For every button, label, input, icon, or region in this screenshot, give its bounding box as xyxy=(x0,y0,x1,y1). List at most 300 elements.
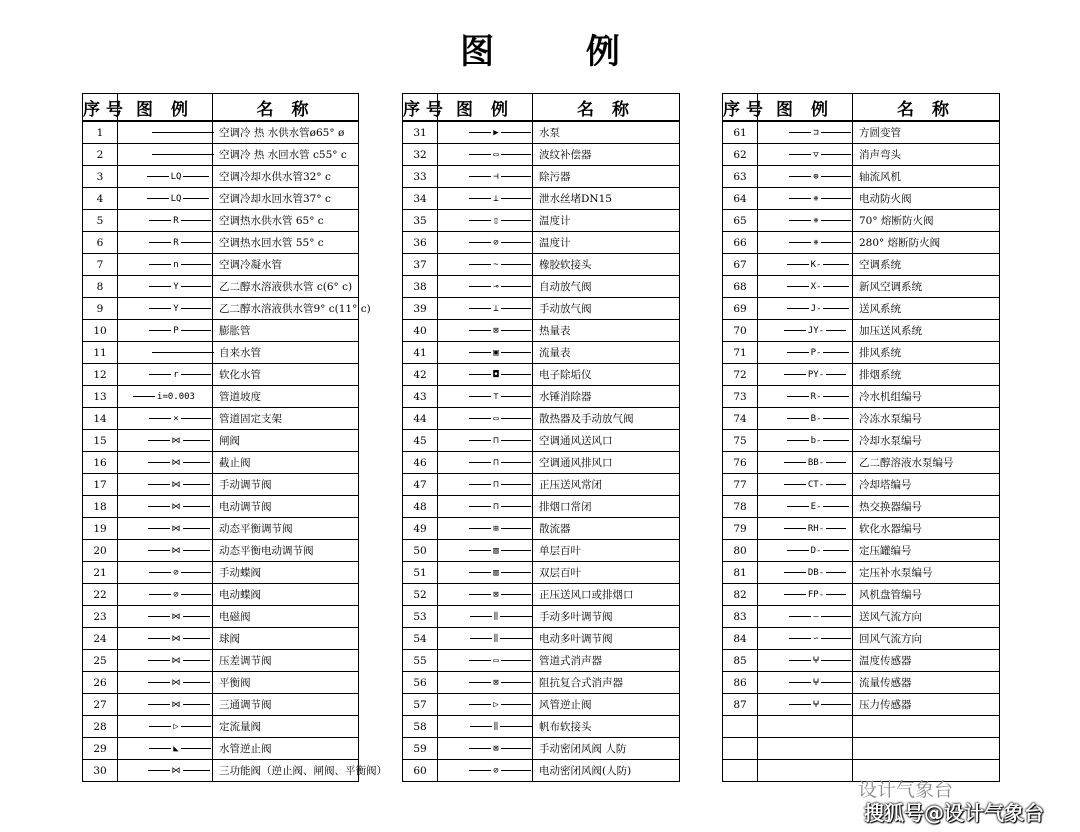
symbol-mark: ∽ xyxy=(813,633,819,644)
legend-table-3 xyxy=(722,93,1000,782)
row-symbol xyxy=(758,298,853,320)
row-name: 手动多叶调节阀 xyxy=(533,606,680,628)
row-name: 空调热水回水管 55° c xyxy=(213,232,359,254)
row-number: 41 xyxy=(403,342,438,364)
legend-row xyxy=(403,584,680,606)
legend-row xyxy=(83,342,359,364)
row-name: 电动蝶阀 xyxy=(213,584,359,606)
symbol-mark: LQ xyxy=(170,193,182,204)
symbol-mark: ▷ xyxy=(493,699,499,710)
row-symbol xyxy=(438,254,533,276)
row-name: 电动密闭风阀(人防) xyxy=(533,760,680,782)
row-name: 热量表 xyxy=(533,320,680,342)
legend-row xyxy=(403,364,680,386)
row-name: 定压罐编号 xyxy=(853,540,1000,562)
legend-row xyxy=(83,166,359,188)
pipe-line-icon xyxy=(470,616,532,617)
row-number: 1 xyxy=(83,121,118,144)
row-number: 27 xyxy=(83,694,118,716)
pipe-line-icon xyxy=(152,154,214,155)
row-symbol xyxy=(118,606,213,628)
row-name: 电动调节阀 xyxy=(213,496,359,518)
row-number: 75 xyxy=(723,430,758,452)
legend-row xyxy=(723,650,1000,672)
row-number: 79 xyxy=(723,518,758,540)
row-number: 61 xyxy=(723,121,758,144)
symbol-mark: J- xyxy=(810,303,822,314)
row-name: 帆布软接头 xyxy=(533,716,680,738)
symbol-mark: K- xyxy=(810,259,822,270)
row-symbol xyxy=(438,430,533,452)
row-number: 8 xyxy=(83,276,118,298)
symbol-mark: ⊸ xyxy=(493,281,499,292)
legend-row xyxy=(723,232,1000,254)
symbol-mark: ⊓ xyxy=(493,435,499,446)
row-number: 60 xyxy=(403,760,438,782)
symbol-mark: ⋈ xyxy=(171,699,181,710)
legend-row xyxy=(403,210,680,232)
row-symbol xyxy=(118,496,213,518)
symbol-mark: ▭ xyxy=(493,413,499,424)
symbol-mark: ⊓ xyxy=(493,501,499,512)
row-symbol xyxy=(758,584,853,606)
symbol-mark: ⊠ xyxy=(493,325,499,336)
row-name: 散热器及手动放气阀 xyxy=(533,408,680,430)
legend-row xyxy=(83,430,359,452)
row-name: 软化水管 xyxy=(213,364,359,386)
row-number: 67 xyxy=(723,254,758,276)
row-name: 电磁阀 xyxy=(213,606,359,628)
row-symbol xyxy=(118,188,213,210)
row-symbol xyxy=(118,276,213,298)
legend-row xyxy=(403,540,680,562)
row-symbol xyxy=(438,232,533,254)
row-symbol xyxy=(118,716,213,738)
legend-row xyxy=(723,121,1000,144)
row-symbol xyxy=(118,672,213,694)
symbol-mark: ⊤ xyxy=(493,391,499,402)
row-name: 三功能阀（逆止阀、闸阀、平衡阀） xyxy=(213,760,359,782)
row-number: 51 xyxy=(403,562,438,584)
row-number: 38 xyxy=(403,276,438,298)
row-number: 48 xyxy=(403,496,438,518)
row-symbol xyxy=(118,408,213,430)
symbol-mark: FP- xyxy=(807,589,825,600)
legend-row xyxy=(723,606,1000,628)
legend-row xyxy=(83,188,359,210)
legend-row xyxy=(83,628,359,650)
legend-row xyxy=(723,386,1000,408)
symbol-mark: r xyxy=(173,369,179,380)
row-symbol xyxy=(438,452,533,474)
row-name: 双层百叶 xyxy=(533,562,680,584)
row-name: 温度传感器 xyxy=(853,650,1000,672)
legend-row xyxy=(83,298,359,320)
row-number: 22 xyxy=(83,584,118,606)
row-symbol xyxy=(758,364,853,386)
row-number: 24 xyxy=(83,628,118,650)
symbol-mark: LQ xyxy=(170,171,182,182)
symbol-mark: DB- xyxy=(807,567,825,578)
legend-row xyxy=(83,760,359,782)
row-number: 47 xyxy=(403,474,438,496)
row-number: 86 xyxy=(723,672,758,694)
legend-row xyxy=(723,584,1000,606)
legend-row xyxy=(83,496,359,518)
symbol-mark: ◣ xyxy=(173,743,179,754)
legend-row xyxy=(83,650,359,672)
row-symbol xyxy=(118,430,213,452)
legend-row xyxy=(403,342,680,364)
symbol-mark: — xyxy=(813,611,819,622)
symbol-mark: n xyxy=(173,259,179,270)
row-symbol xyxy=(438,188,533,210)
row-name: 空调冷却水回水管37° c xyxy=(213,188,359,210)
row-name: 手动放气阀 xyxy=(533,298,680,320)
row-name: 空调通风送风口 xyxy=(533,430,680,452)
row-symbol xyxy=(118,518,213,540)
symbol-mark: RH- xyxy=(807,523,825,534)
row-number: 7 xyxy=(83,254,118,276)
row-name: 风管逆止阀 xyxy=(533,694,680,716)
symbol-mark: ▷ xyxy=(173,721,179,732)
symbol-mark: JY- xyxy=(807,325,825,336)
row-name: 冷却水泵编号 xyxy=(853,430,1000,452)
row-name: 电子除垢仪 xyxy=(533,364,680,386)
row-name: 水管逆止阀 xyxy=(213,738,359,760)
row-name: 空调热水供水管 65° c xyxy=(213,210,359,232)
row-number: 82 xyxy=(723,584,758,606)
symbol-mark: b- xyxy=(810,435,822,446)
row-number: 17 xyxy=(83,474,118,496)
row-name: 压差调节阀 xyxy=(213,650,359,672)
row-number: 13 xyxy=(83,386,118,408)
row-number: 36 xyxy=(403,232,438,254)
row-number: 20 xyxy=(83,540,118,562)
row-symbol xyxy=(118,166,213,188)
symbol-mark: ⵖ xyxy=(812,677,820,688)
row-symbol xyxy=(438,166,533,188)
row-number: 55 xyxy=(403,650,438,672)
symbol-mark: ▥ xyxy=(493,567,499,578)
header-name: 名 称 xyxy=(213,94,359,122)
symbol-mark: ⊕ xyxy=(813,171,819,182)
row-name: 手动调节阀 xyxy=(213,474,359,496)
symbol-mark: ⫼ xyxy=(493,721,499,732)
row-name: 散流器 xyxy=(533,518,680,540)
row-number: 80 xyxy=(723,540,758,562)
symbol-mark: ▭ xyxy=(493,655,499,666)
row-name: 自动放气阀 xyxy=(533,276,680,298)
legend-row xyxy=(83,562,359,584)
row-name: 空调冷凝水管 xyxy=(213,254,359,276)
row-number: 4 xyxy=(83,188,118,210)
row-name: 阻抗复合式消声器 xyxy=(533,672,680,694)
legend-table-2 xyxy=(402,93,680,782)
row-name: 乙二醇溶液水泵编号 xyxy=(853,452,1000,474)
row-name: 送风系统 xyxy=(853,298,1000,320)
row-name: 温度计 xyxy=(533,232,680,254)
row-number: 74 xyxy=(723,408,758,430)
row-number: 30 xyxy=(83,760,118,782)
row-number: 44 xyxy=(403,408,438,430)
row-name: 送风气流方向 xyxy=(853,606,1000,628)
row-number: 6 xyxy=(83,232,118,254)
row-symbol xyxy=(758,276,853,298)
pipe-line-icon xyxy=(470,638,532,639)
legend-row xyxy=(83,254,359,276)
symbol-mark: ▥ xyxy=(493,545,499,556)
row-symbol xyxy=(118,342,213,364)
row-symbol xyxy=(758,650,853,672)
row-number: 83 xyxy=(723,606,758,628)
symbol-mark: ▯ xyxy=(493,215,499,226)
symbol-mark: ⋈ xyxy=(171,765,181,776)
row-symbol xyxy=(758,166,853,188)
row-symbol xyxy=(438,144,533,166)
symbol-mark: i=0.003 xyxy=(157,391,195,402)
symbol-mark: Y xyxy=(173,281,179,292)
symbol-mark: ⋈ xyxy=(171,677,181,688)
row-name: 三通调节阀 xyxy=(213,694,359,716)
row-symbol xyxy=(758,694,853,716)
row-number: 73 xyxy=(723,386,758,408)
symbol-mark: R- xyxy=(810,391,822,402)
row-name: 膨胀管 xyxy=(213,320,359,342)
header-name: 名 称 xyxy=(533,94,680,122)
row-name: 波纹补偿器 xyxy=(533,144,680,166)
row-symbol xyxy=(758,738,853,760)
row-symbol xyxy=(758,562,853,584)
row-symbol xyxy=(118,254,213,276)
row-symbol xyxy=(438,672,533,694)
row-name: 空调冷却水供水管32° c xyxy=(213,166,359,188)
row-number: 33 xyxy=(403,166,438,188)
header-name: 名 称 xyxy=(853,94,1000,122)
row-symbol xyxy=(758,188,853,210)
row-name: 方圆变管 xyxy=(853,121,1000,144)
legend-row xyxy=(403,452,680,474)
watermark-source-text: 搜狐号@设计气象台 xyxy=(864,801,1044,825)
row-symbol xyxy=(118,210,213,232)
row-symbol xyxy=(118,584,213,606)
legend-row xyxy=(723,716,1000,738)
row-symbol xyxy=(438,298,533,320)
symbol-mark: ⊐ xyxy=(813,127,819,138)
legend-row xyxy=(403,562,680,584)
row-symbol xyxy=(758,408,853,430)
symbol-mark: ⧺ xyxy=(813,193,819,204)
legend-row xyxy=(83,474,359,496)
legend-row xyxy=(83,518,359,540)
row-symbol xyxy=(758,342,853,364)
row-number: 43 xyxy=(403,386,438,408)
legend-row xyxy=(83,210,359,232)
row-name: 空调系统 xyxy=(853,254,1000,276)
row-name: 排烟口常闭 xyxy=(533,496,680,518)
row-symbol xyxy=(758,210,853,232)
symbol-mark: ▣ xyxy=(493,347,499,358)
row-name: 手动蝶阀 xyxy=(213,562,359,584)
row-name: 电动防火阀 xyxy=(853,188,1000,210)
symbol-mark: ⫼ xyxy=(493,633,499,644)
legend-row xyxy=(403,121,680,144)
row-name: 冷水机组编号 xyxy=(853,386,1000,408)
symbol-mark: E- xyxy=(810,501,822,512)
row-symbol xyxy=(758,320,853,342)
symbol-mark: ⋈ xyxy=(171,611,181,622)
legend-row xyxy=(403,738,680,760)
symbol-mark: X- xyxy=(810,281,822,292)
row-name: 乙二醇水溶液供水管 c(6° c) xyxy=(213,276,359,298)
row-name: 轴流风机 xyxy=(853,166,1000,188)
row-symbol xyxy=(758,672,853,694)
row-name xyxy=(853,738,1000,760)
row-symbol xyxy=(118,474,213,496)
legend-row xyxy=(83,584,359,606)
symbol-mark: Y xyxy=(173,303,179,314)
row-number: 45 xyxy=(403,430,438,452)
row-number: 68 xyxy=(723,276,758,298)
legend-row xyxy=(83,452,359,474)
symbol-mark: CT- xyxy=(807,479,825,490)
symbol-mark: ⊘ xyxy=(493,765,499,776)
row-symbol xyxy=(438,496,533,518)
row-number: 32 xyxy=(403,144,438,166)
row-name: 正压送风常闭 xyxy=(533,474,680,496)
row-symbol xyxy=(438,738,533,760)
row-symbol xyxy=(118,562,213,584)
row-name: 除污器 xyxy=(533,166,680,188)
row-name: 电动多叶调节阀 xyxy=(533,628,680,650)
row-name: 球阀 xyxy=(213,628,359,650)
pipe-line-icon xyxy=(152,352,214,353)
row-number xyxy=(723,760,758,782)
row-number: 10 xyxy=(83,320,118,342)
row-number: 3 xyxy=(83,166,118,188)
symbol-mark: ⋈ xyxy=(171,545,181,556)
row-symbol xyxy=(118,232,213,254)
legend-row xyxy=(723,496,1000,518)
legend-row xyxy=(723,364,1000,386)
legend-row xyxy=(83,144,359,166)
row-symbol xyxy=(118,540,213,562)
row-symbol xyxy=(118,121,213,144)
legend-row xyxy=(403,408,680,430)
row-name: 泄水丝堵DN15 xyxy=(533,188,680,210)
row-name: 定流量阀 xyxy=(213,716,359,738)
row-number: 26 xyxy=(83,672,118,694)
row-number: 56 xyxy=(403,672,438,694)
legend-row xyxy=(723,210,1000,232)
row-name: 水泵 xyxy=(533,121,680,144)
row-symbol xyxy=(118,628,213,650)
row-name: 乙二醇水溶液供水管9° c(11° c) xyxy=(213,298,359,320)
symbol-mark: ⊣ xyxy=(493,171,499,182)
symbol-mark: ⊠ xyxy=(493,743,499,754)
row-name: 新风空调系统 xyxy=(853,276,1000,298)
legend-row xyxy=(723,144,1000,166)
row-symbol xyxy=(758,760,853,782)
row-symbol xyxy=(118,364,213,386)
symbol-mark: ⊘ xyxy=(173,567,179,578)
row-number: 57 xyxy=(403,694,438,716)
row-number: 87 xyxy=(723,694,758,716)
row-symbol xyxy=(438,650,533,672)
row-symbol xyxy=(438,121,533,144)
row-name: 风机盘管编号 xyxy=(853,584,1000,606)
row-number: 25 xyxy=(83,650,118,672)
legend-row xyxy=(723,298,1000,320)
row-symbol xyxy=(438,628,533,650)
legend-row xyxy=(83,386,359,408)
row-number: 18 xyxy=(83,496,118,518)
row-name: 动态平衡调节阀 xyxy=(213,518,359,540)
symbol-mark: ⧺ xyxy=(813,237,819,248)
row-name: 温度计 xyxy=(533,210,680,232)
row-name: 流量传感器 xyxy=(853,672,1000,694)
symbol-mark: B- xyxy=(810,413,822,424)
legend-row xyxy=(723,342,1000,364)
row-number: 49 xyxy=(403,518,438,540)
row-name: 定压补水泵编号 xyxy=(853,562,1000,584)
row-symbol xyxy=(118,694,213,716)
row-name: 动态平衡电动调节阀 xyxy=(213,540,359,562)
symbol-mark: ⋈ xyxy=(171,501,181,512)
row-number xyxy=(723,716,758,738)
row-symbol xyxy=(118,452,213,474)
row-number: 77 xyxy=(723,474,758,496)
legend-row xyxy=(83,232,359,254)
legend-row xyxy=(723,254,1000,276)
row-name: 空调冷 热 水供水管ø65° ø xyxy=(213,121,359,144)
row-number: 11 xyxy=(83,342,118,364)
row-symbol xyxy=(438,364,533,386)
row-number xyxy=(723,738,758,760)
row-number: 52 xyxy=(403,584,438,606)
row-name: 橡胶软接头 xyxy=(533,254,680,276)
row-symbol xyxy=(118,386,213,408)
symbol-mark: ⋈ xyxy=(171,633,181,644)
row-number: 28 xyxy=(83,716,118,738)
row-name: 70° 熔断防火阀 xyxy=(853,210,1000,232)
row-number: 14 xyxy=(83,408,118,430)
legend-row xyxy=(403,496,680,518)
watermark-logo-text: 设计气象台 xyxy=(858,779,954,801)
row-symbol xyxy=(438,694,533,716)
row-number: 76 xyxy=(723,452,758,474)
row-name: 单层百叶 xyxy=(533,540,680,562)
row-number: 69 xyxy=(723,298,758,320)
row-number: 54 xyxy=(403,628,438,650)
symbol-mark: ⵖ xyxy=(812,655,820,666)
row-symbol xyxy=(758,430,853,452)
row-name: 冷却塔编号 xyxy=(853,474,1000,496)
symbol-mark: ⵖ xyxy=(812,699,820,710)
row-number: 64 xyxy=(723,188,758,210)
row-name: 冷冻水泵编号 xyxy=(853,408,1000,430)
row-name xyxy=(853,716,1000,738)
row-name: 闸阀 xyxy=(213,430,359,452)
header-no: 序号 xyxy=(403,94,438,122)
legend-row xyxy=(723,474,1000,496)
header-symbol: 图 例 xyxy=(438,94,533,122)
row-name: 压力传感器 xyxy=(853,694,1000,716)
row-symbol xyxy=(438,540,533,562)
symbol-mark: ⋈ xyxy=(171,523,181,534)
legend-row xyxy=(83,276,359,298)
symbol-mark: D- xyxy=(810,545,822,556)
